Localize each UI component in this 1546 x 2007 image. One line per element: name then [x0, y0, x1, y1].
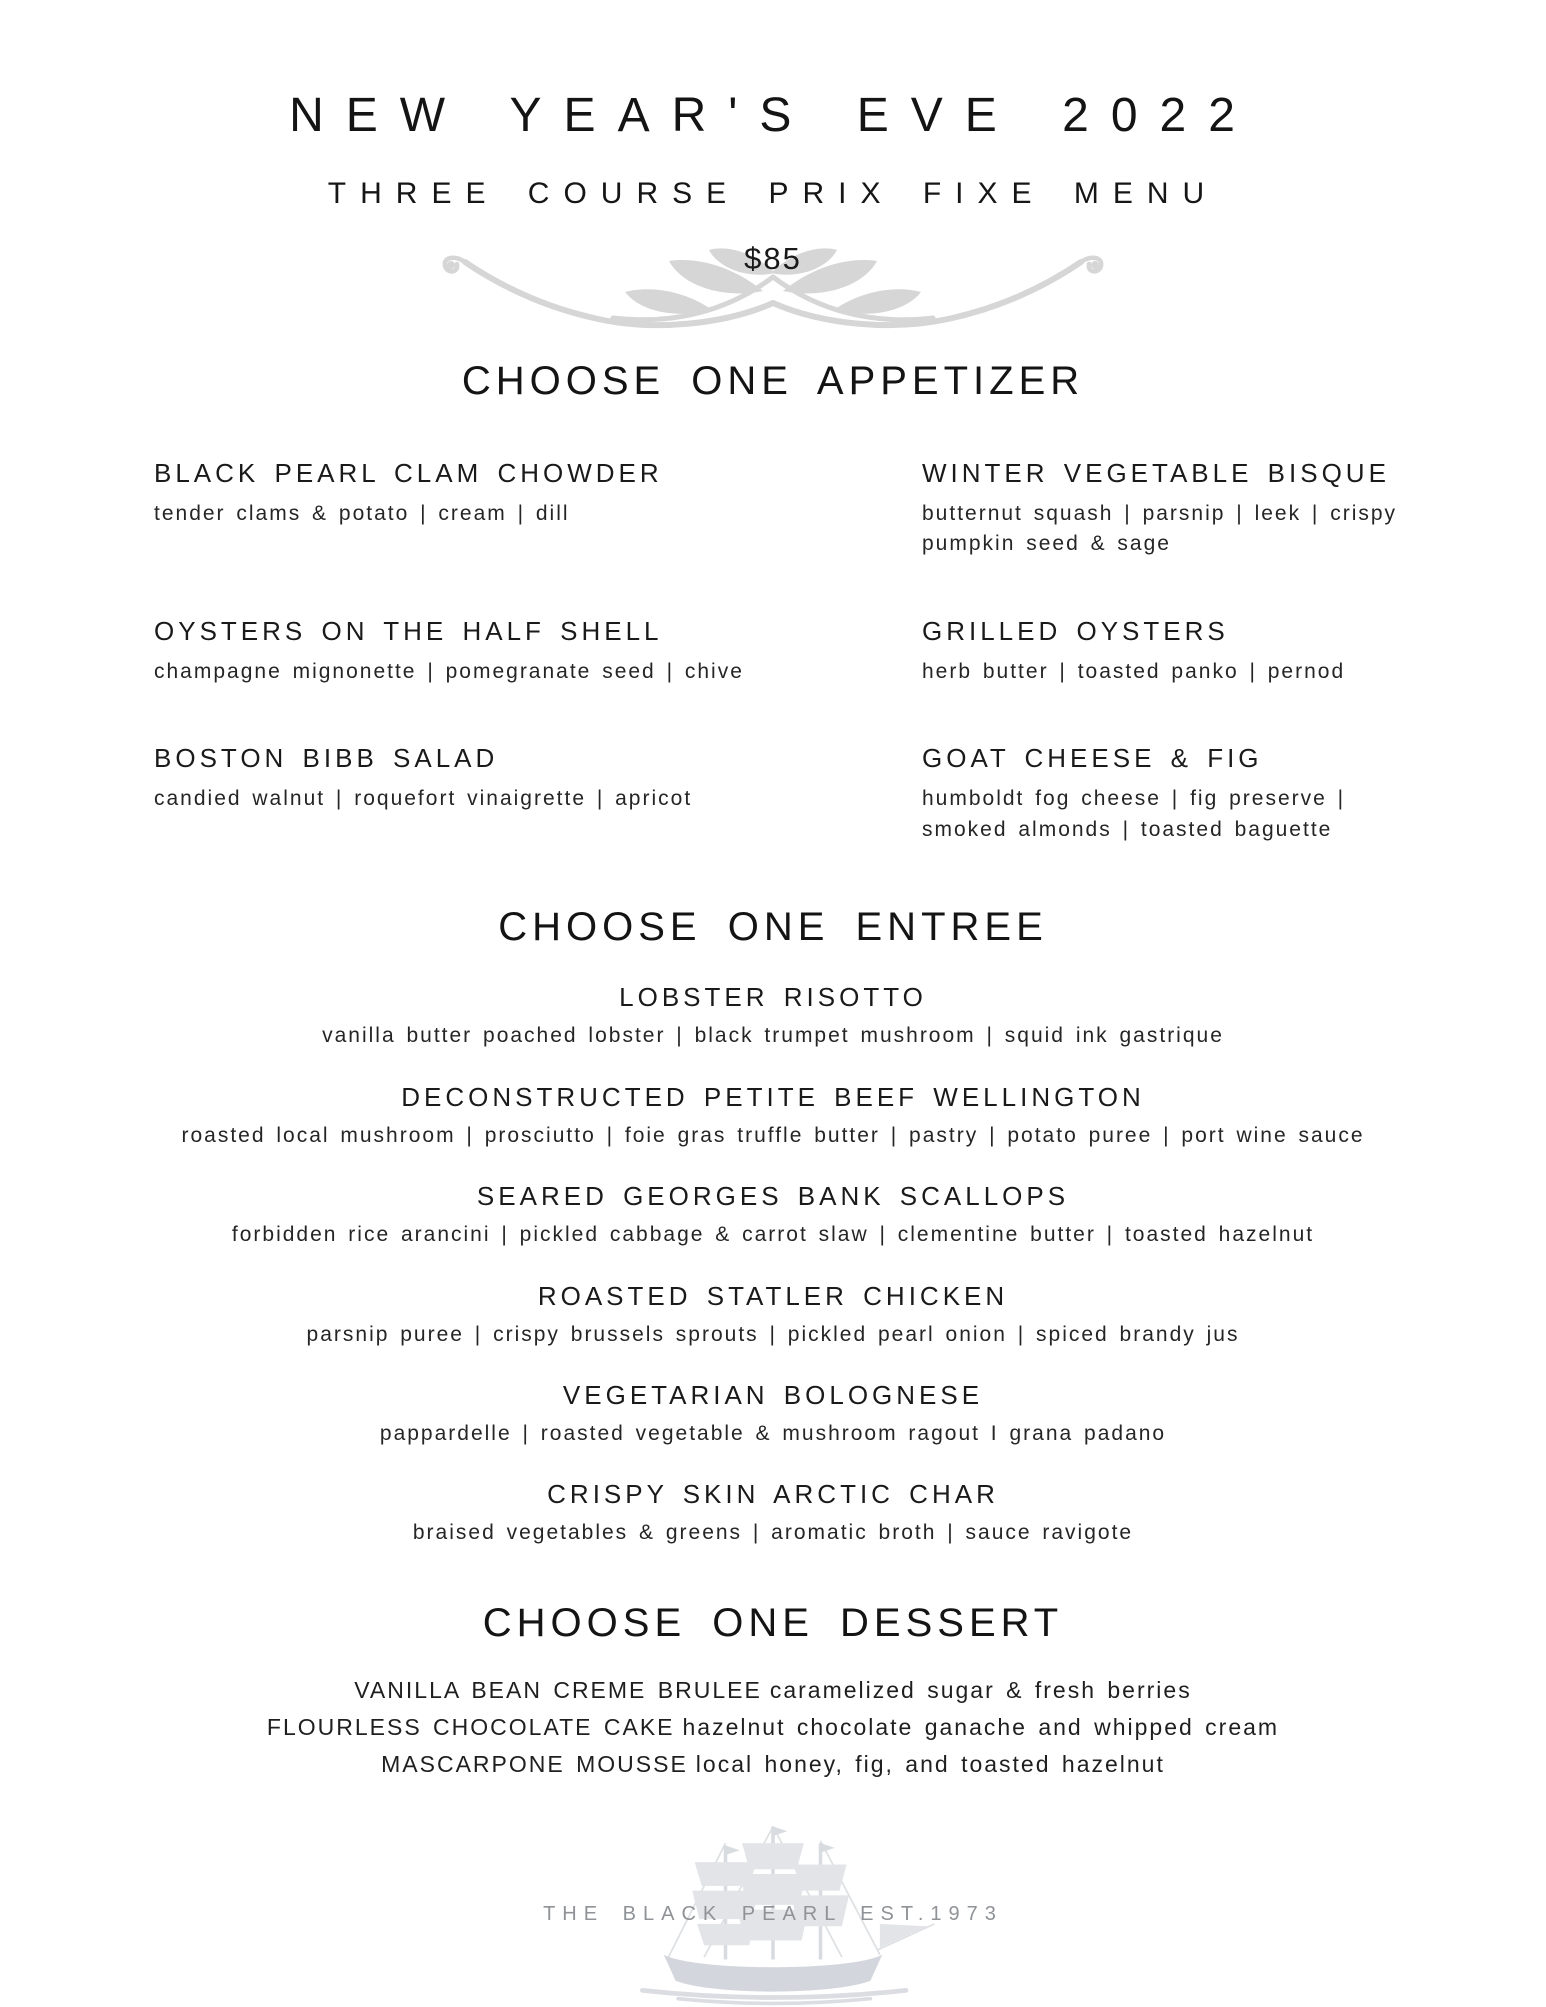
- footer-logo: [453, 1817, 1093, 2007]
- menu-item-desc: humboldt fog cheese | fig preserve | smoked almonds | toasted baguette: [922, 787, 1346, 841]
- menu-item-name: FLOURLESS CHOCOLATE CAKE: [266, 1713, 675, 1740]
- menu-item-desc: champagne mignonette | pomegranate seed | chive: [154, 659, 744, 683]
- menu-item-vegetarian-bolognese: [0, 1380, 1546, 1449]
- menu-item-desc: parsnip puree | crispy brussels sprouts | pickled pearl onion | spiced brandy jus: [306, 1322, 1240, 1346]
- dessert-list: [0, 1672, 1546, 1783]
- section-heading-dessert: CHOOSE ONE DESSERT: [482, 1600, 1064, 1645]
- menu-item-desc: pappardelle | roasted vegetable & mushroom ragout I grana padano: [379, 1421, 1167, 1445]
- menu-item-grilled-oysters: [922, 616, 1422, 687]
- menu-item-name: VEGETARIAN BOLOGNESE: [562, 1379, 984, 1410]
- menu-item-oysters-half-shell: [154, 616, 754, 687]
- menu-item-winter-bisque: [922, 458, 1422, 560]
- menu-item-desc: candied walnut | roquefort vinaigrette | apricot: [154, 787, 693, 811]
- menu-item-statler-chicken: [0, 1281, 1546, 1350]
- section-heading-appetizer: CHOOSE ONE APPETIZER: [461, 359, 1085, 403]
- menu-item-desc: hazelnut chocolate ganache and whipped cream: [682, 1713, 1280, 1740]
- menu-item-name: GOAT CHEESE & FIG: [922, 743, 1263, 774]
- menu-item-creme-brulee: [0, 1672, 1546, 1709]
- menu-item-desc: roasted local mushroom | prosciutto | foie gras truffle butter | pastry | potato puree | port wine sauce: [181, 1123, 1365, 1147]
- menu-item-desc: butternut squash | parsnip | leek | crispy pumpkin seed & sage: [922, 502, 1398, 556]
- menu-item-name: MASCARPONE MOUSSE: [381, 1750, 688, 1777]
- menu-item-name: DECONSTRUCTED PETITE BEEF WELLINGTON: [401, 1081, 1145, 1112]
- menu-item-name: BOSTON BIBB SALAD: [154, 743, 499, 774]
- menu-item-desc: forbidden rice arancini | pickled cabbage & carrot slaw | clementine butter | toasted hazelnut: [231, 1223, 1315, 1247]
- menu-item-name: SEARED GEORGES BANK SCALLOPS: [476, 1181, 1070, 1212]
- menu-item-name: ROASTED STATLER CHICKEN: [537, 1280, 1009, 1311]
- menu-item-scallops: [0, 1181, 1546, 1250]
- menu-item-name: LOBSTER RISOTTO: [619, 982, 927, 1013]
- entree-list: [0, 982, 1546, 1549]
- menu-item-desc: vanilla butter poached lobster | black trumpet mushroom | squid ink gastrique: [322, 1024, 1224, 1048]
- menu-item-flourless-cake: [0, 1709, 1546, 1746]
- menu-item-name: GRILLED OYSTERS: [922, 615, 1229, 646]
- menu-item-arctic-char: [0, 1479, 1546, 1548]
- menu-item-goat-cheese-fig: [922, 743, 1422, 845]
- menu-item-beef-wellington: [0, 1082, 1546, 1151]
- menu-item-bibb-salad: [154, 743, 754, 845]
- menu-price: $85: [744, 241, 802, 276]
- page-title: NEW YEAR'S EVE 2022: [289, 89, 1257, 142]
- menu-item-name: VANILLA BEAN CREME BRULEE: [354, 1676, 762, 1703]
- menu-item-desc: braised vegetables & greens | aromatic broth | sauce ravigote: [412, 1521, 1134, 1545]
- price-block: [423, 229, 1123, 331]
- menu-item-name: BLACK PEARL CLAM CHOWDER: [154, 458, 663, 488]
- menu-item-desc: caramelized sugar & fresh berries: [769, 1676, 1192, 1703]
- menu-item-lobster-risotto: [0, 982, 1546, 1051]
- appetizer-grid: [0, 458, 1546, 845]
- menu-item-desc: tender clams & potato | cream | dill: [154, 502, 570, 525]
- menu-item-desc: local honey, fig, and toasted hazelnut: [695, 1750, 1165, 1777]
- menu-item-mascarpone-mousse: [0, 1746, 1546, 1783]
- section-heading-entree: CHOOSE ONE ENTREE: [498, 905, 1048, 950]
- menu-item-name: WINTER VEGETABLE BISQUE: [922, 458, 1390, 488]
- restaurant-name: THE BLACK PEARL EST.1973: [543, 1902, 1003, 1925]
- page-subtitle: THREE COURSE PRIX FIXE MENU: [327, 177, 1219, 210]
- menu-item-name: OYSTERS ON THE HALF SHELL: [154, 615, 663, 646]
- menu-item-desc: herb butter | toasted panko | pernod: [922, 659, 1346, 683]
- menu-item-name: CRISPY SKIN ARCTIC CHAR: [547, 1479, 999, 1510]
- menu-item-clam-chowder: [154, 458, 754, 560]
